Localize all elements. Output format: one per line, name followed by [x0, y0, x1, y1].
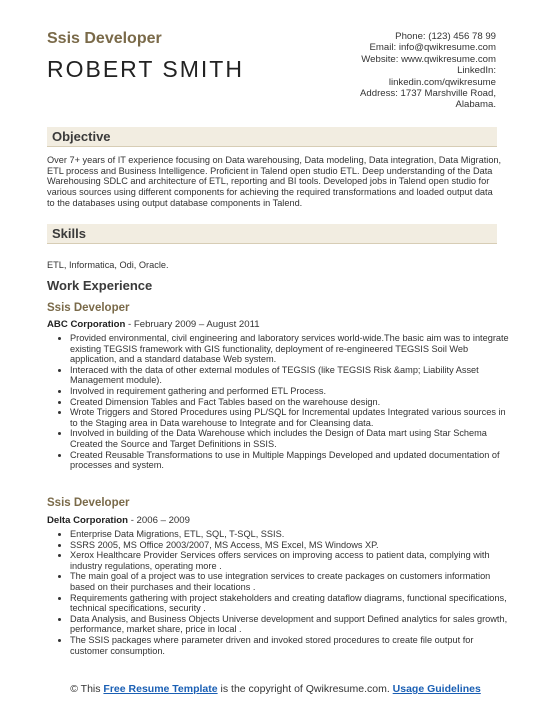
job-1-bullets	[59, 333, 512, 471]
list-item: • The main goal of a project was to use integration services to create packages on customers information based on their purchases and their locations .	[70, 571, 512, 592]
footer-prefix: © This	[70, 683, 104, 695]
list-item: • Provided environmental, civil engineering and laboratory services world-wide.The basic aim was to integrate existing TEGSIS framework with GIS functionality, deployment of re-engineered TEGSIS Soil Web application, and a standard database Web system.	[70, 333, 512, 365]
contact-phone: Phone: (123) 456 78 99	[395, 31, 496, 42]
skills-section-bar	[47, 224, 497, 244]
list-item: • Interaced with the data of other external modules of TEGSIS (like TEGSIS Risk &amp; Liability Asset Management module).	[70, 365, 512, 386]
list-item: • Data Analysis, and Business Objects Universe development and support Defined analytics for sales growth, performance, market share, price in local .	[70, 614, 512, 635]
list-item: • Xerox Healthcare Provider Services offers services on improving access to patient data, complying with industry regulations, operating more .	[70, 550, 512, 571]
list-item: • Requirements gathering with project stakeholders and creating dataflow diagrams, functional specifications, technical specifications, security .	[70, 593, 512, 614]
footer-middle: is the copyright of Qwikresume.com.	[217, 683, 393, 695]
list-item: • Enterprise Data Migrations, ETL, SQL, T-SQL, SSIS.	[70, 529, 512, 540]
contact-block	[326, 31, 496, 111]
job-2-dates: - 2006 – 2009	[128, 515, 190, 526]
list-item: • The SSIS packages where parameter driven and invoked stored procedures to create file output for customer consumption.	[70, 635, 512, 656]
list-item: • SSRS 2005, MS Office 2003/2007, MS Access, MS Excel, MS Windows XP.	[70, 540, 512, 551]
list-item: • Created Dimension Tables and Fact Tables based on the warehouse design.	[70, 397, 512, 408]
resume-header	[0, 0, 551, 125]
skills-text: ETL, Informatica, Odi, Oracle.	[47, 260, 169, 270]
list-item: • Created Reusable Transformations to use in Multiple Mappings Developed and updated documentation of processes and system.	[70, 450, 512, 471]
list-item: • Wrote Triggers and Stored Procedures using PL/SQL for Incremental updates Integrated various sources in to the Staging area in Data warehouse to Integrate and for Cleansing data.	[70, 407, 512, 428]
contact-website: Website: www.qwikresume.com	[361, 53, 496, 65]
job-2-title: Ssis Developer	[47, 497, 130, 509]
contact-email: Email: info@qwikresume.com	[369, 42, 496, 54]
header-job-title: Ssis Developer	[47, 30, 162, 47]
job-1-company: ABC Corporation	[47, 319, 126, 330]
job-1-title: Ssis Developer	[47, 302, 130, 314]
job-1-company-line	[47, 319, 260, 330]
copyright-footer	[47, 683, 504, 696]
job-2-bullets	[59, 529, 512, 656]
free-resume-template-link[interactable]: Free Resume Template	[103, 683, 218, 695]
candidate-name: ROBERT SMITH	[47, 56, 244, 82]
job-2-company-line	[47, 515, 190, 526]
list-item: • Involved in building of the Data Warehouse which includes the Design of Data mart using Star Schema Created the Source and Target Definitions in SSIS.	[70, 428, 512, 449]
objective-text: Over 7+ years of IT experience focusing on Data warehousing, Data modeling, Data integration, Data Migration, ETL process and Business Intelligence. Proficient in Talend open studio ETL. Deep understanding of the Data Warehousing SDLC and architecture of ETL, reporting and BI tools. Developed jobs in Talend open studio for various sources using different components for achieving the required transformations and loaded output data to the databases using output database components in Talend.	[47, 155, 502, 208]
objective-heading: Objective	[52, 129, 111, 144]
objective-section-bar	[47, 127, 497, 147]
list-item: • Involved in requirement gathering and performed ETL Process.	[70, 386, 512, 397]
usage-guidelines-link[interactable]: Usage Guidelines	[392, 683, 481, 695]
contact-linkedin-url: linkedin.com/qwikresume	[388, 76, 496, 88]
contact-address: Address: 1737 Marshville Road, Alabama.	[360, 88, 496, 111]
job-2-company: Delta Corporation	[47, 515, 129, 526]
skills-heading: Skills	[52, 226, 86, 241]
contact-linkedin-label: LinkedIn:	[457, 65, 496, 77]
job-1-dates: - February 2009 – August 2011	[125, 319, 260, 330]
work-experience-heading: Work Experience	[47, 278, 153, 293]
